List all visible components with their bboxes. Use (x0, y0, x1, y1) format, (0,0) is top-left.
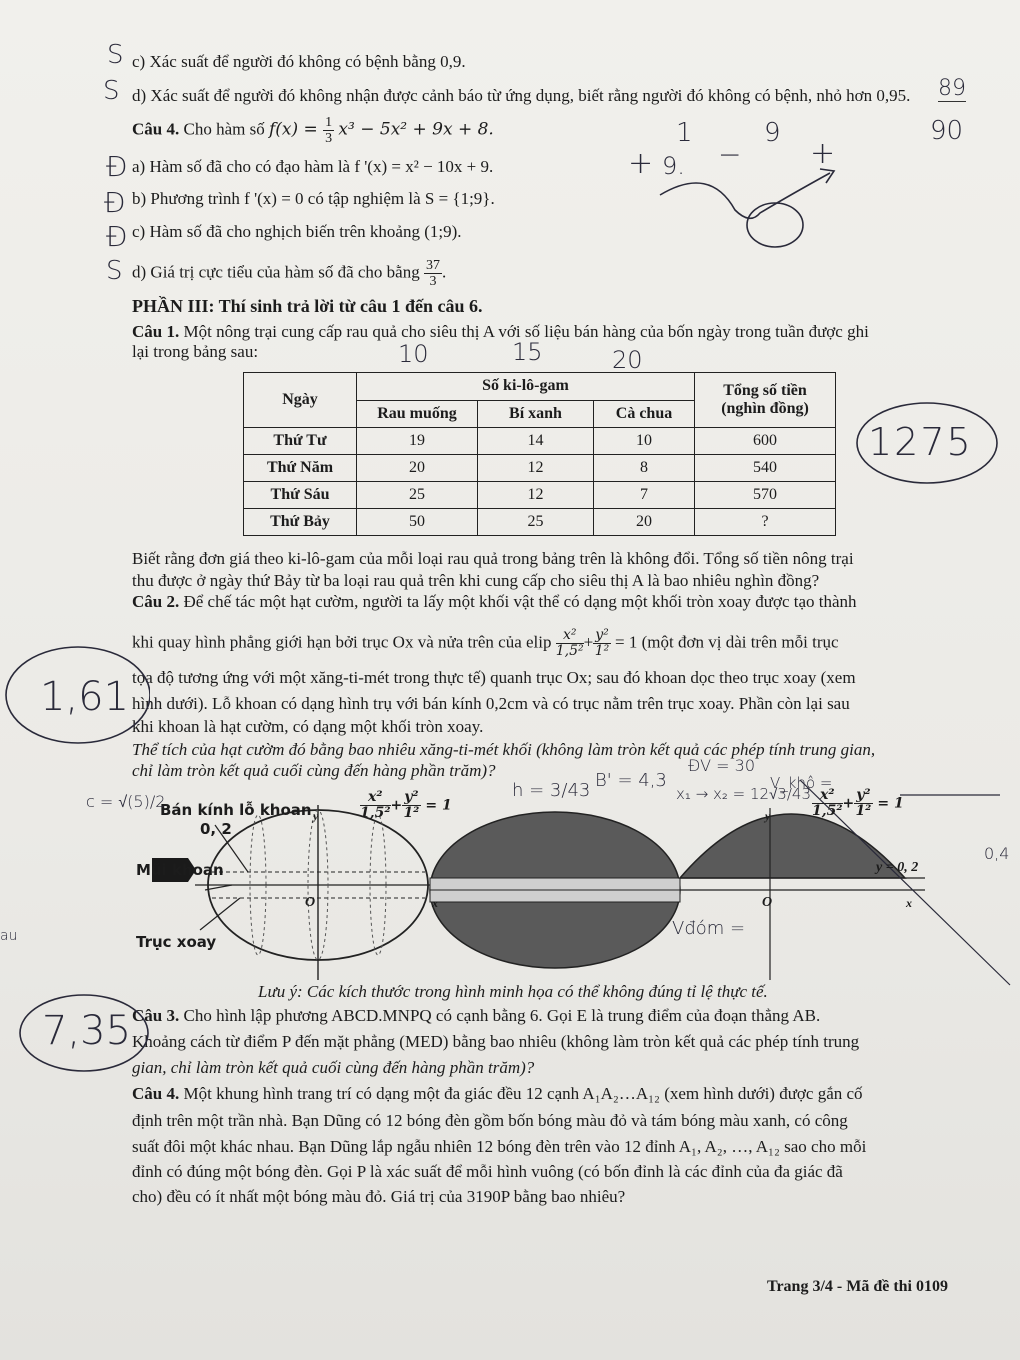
hw-sign-arrows (640, 155, 870, 255)
table-row (244, 509, 836, 536)
fig-eq-r-den1: 1,5² (812, 803, 843, 819)
hw-mark-a1: Đ (106, 150, 128, 183)
hw-89: 89 (938, 76, 966, 101)
fig-eq-r-rhs: = 1 (877, 795, 904, 812)
hw-fig-dv: ĐV = 30 (688, 756, 755, 775)
c1-after2: thu được ở ngày thứ Bảy từ ba loại rau quả trên khi cung cấp cho siêu thị A là bao nhiêu nghìn đồng? (132, 571, 820, 590)
hw-minus: − (718, 138, 742, 171)
fig-hole-label: Bán kính lỗ khoan (160, 801, 312, 819)
hw-side-au: au (0, 928, 18, 944)
c4-line3: suất đôi một khác nhau. Bạn Dũng lắp ngẫu nhiên 12 bóng đèn trên vào 12 đỉnh A₁, A₂, …, A₁₂ sao cho mỗi (132, 1137, 867, 1156)
fig-origin-left: O (305, 895, 316, 910)
fig-axis-y-right: y (765, 809, 771, 823)
q4-func: f(x) = (268, 119, 324, 140)
part3-heading: PHẦN III: Thí sinh trả lời từ câu 1 đến câu 6. (132, 296, 483, 316)
hw-plus2: + (810, 136, 836, 171)
sales-table (243, 372, 836, 536)
q4-d-text: d) Giá trị cực tiểu của hàm số đã cho bằng (132, 262, 420, 282)
c2-line1 (132, 592, 857, 612)
c3-line1 (132, 1006, 820, 1026)
q4-frac-den: 3 (325, 131, 333, 146)
fig-eq-l-num1: x² (360, 790, 391, 806)
q4-d-num: 37 (425, 258, 440, 273)
c1-line1 (132, 322, 869, 342)
fig-axis-label: Trục xoay (136, 933, 217, 951)
fig-eq-r-num1: x² (812, 788, 843, 804)
c2-line6: Thể tích của hạt cườm đó bằng bao nhiêu xăng-ti-mét khối (không làm tròn kết quả các phép tính trung gian, (132, 740, 876, 759)
th-ca: Cà chua (594, 400, 695, 428)
th-kg: Số ki-lô-gam (357, 373, 695, 401)
fig-eq-r-frac2 (854, 788, 872, 819)
cell-a: 19 (357, 428, 478, 455)
cell-day: Thứ Bảy (244, 509, 357, 536)
ellipse-frac-1 (556, 628, 584, 659)
cell-b: 14 (478, 428, 594, 455)
q4-frac-num: 1 (325, 115, 333, 130)
hw-mark-s3: S (106, 256, 123, 286)
table-row (244, 455, 836, 482)
fig-ellipse-eq-left: $\frac{\text{x²}}{\text{1,5²}}$ + $\frac{\text{y²}}{\text{1²}}$ = 1 (360, 789, 452, 821)
hw-mark-s2: S (103, 76, 120, 106)
fig-drill-label: Mũi khoan (136, 861, 224, 879)
c1-after1: Biết rằng đơn giá theo ki-lô-gam của mỗi loại rau quả trong bảng trên là không đổi. Tổng số tiền nông trại (132, 549, 854, 568)
hw-answer-3: 7,35 (42, 1008, 132, 1054)
hw-mark-a3: Đ (106, 220, 128, 253)
c2-label: Câu 2. (132, 592, 180, 611)
cell-t: ? (695, 509, 836, 536)
cell-t: 600 (695, 428, 836, 455)
th-total (695, 373, 836, 428)
cell-a: 20 (357, 455, 478, 482)
fig-hole-value: 0, 2 (200, 820, 232, 838)
ellipse-den-1: 1,5² (555, 643, 584, 659)
c2-line4: hình dưới). Lỗ khoan có dạng hình trụ với bán kính 0,2cm và có trục nằm trên trục xoay. Phần còn lại sau (132, 694, 850, 713)
ellipse-rhs: = 1 (615, 632, 638, 652)
c4-label: Câu 4. (132, 1084, 180, 1103)
cell-day: Thứ Tư (244, 428, 357, 455)
fig-eq-r-frac1 (812, 788, 843, 819)
c2-line1-text: Để chế tác một hạt cườm, người ta lấy một khối vật thể có dạng một khối tròn xoay được tạo thành (183, 592, 857, 611)
hw-fig-h: h = 3/43 (512, 780, 591, 801)
q4-stem (132, 115, 494, 146)
hw-fig-v: V_khô = (770, 774, 833, 792)
fig-eq-l-frac2 (402, 790, 420, 821)
fig-note: Lưu ý: Các kích thước trong hình minh họa có thể không đúng tỉ lệ thực tế. (258, 982, 768, 1001)
fig-eq-l-num2: y² (404, 789, 419, 805)
hw-answer-1: 1275 (868, 420, 973, 464)
q3-option-d: d) Xác suất để người đó không nhận được cảnh báo từ ứng dụng, biết rằng người đó không có bệnh, nhỏ hơn 0,95. (132, 86, 911, 105)
c1-line1-text: Một nông trại cung cấp rau quả cho siêu thị A với số liệu bán hàng của bốn ngày trong tuần được ghi (183, 322, 869, 341)
c4-line5: cho) đều có ít nhất một bóng màu đỏ. Giá trị của 3190P bằng bao nhiêu? (132, 1187, 626, 1206)
hw-20: 20 (612, 346, 643, 374)
cell-a: 25 (357, 482, 478, 509)
fig-axis-x-left: x (432, 896, 438, 910)
fig-origin-right: O (762, 895, 773, 910)
ellipse-den-2: 1² (594, 643, 610, 659)
q4-option-c: c) Hàm số đã cho nghịch biến trên khoảng (1;9). (132, 222, 462, 241)
c1-label: Câu 1. (132, 322, 180, 341)
hw-mark-a2: Đ (104, 186, 126, 219)
c4-line2: định trên một trần nhà. Bạn Dũng có 12 bóng đèn gồm bốn bóng màu đỏ và tám bóng màu xanh, có công (132, 1111, 848, 1130)
fig-eq-l-rhs: = 1 (425, 797, 452, 814)
c4-line4: đỉnh có đúng một bóng đèn. Gọi P là xác suất để mỗi hình vuông (có bốn đỉnh là các đỉnh của đa giác đã (132, 1162, 843, 1181)
hw-10: 10 (398, 340, 429, 368)
q4-label: Câu 4. (132, 119, 180, 139)
fig-eq-l-den1: 1,5² (360, 805, 391, 821)
cell-t: 540 (695, 455, 836, 482)
c4-line1 (132, 1084, 863, 1104)
q4-stem-text: Cho hàm số (183, 119, 265, 139)
th-bi: Bí xanh (478, 400, 594, 428)
fig-ellipse-eq-right: $\frac{\text{x²}}{\text{1,5²}}$ + $\frac{\text{y²}}{\text{1²}}$ = 1 (812, 787, 904, 819)
fig-axis-x-right: x (906, 896, 912, 910)
hw-15: 15 (512, 338, 543, 366)
cell-c: 20 (594, 509, 695, 536)
q4-frac (323, 115, 334, 146)
q4-func-tail: x³ − 5x² + 9x + 8. (338, 119, 494, 140)
hw-plus1: + (628, 146, 654, 181)
fig-axis-y-left: y (313, 809, 319, 823)
table-row (244, 428, 836, 455)
c3-line3: gian, chỉ làm tròn kết quả cuối cùng đến hàng phần trăm)? (132, 1058, 535, 1077)
fig-eq-l-den2: 1² (403, 805, 420, 821)
hw-mark-s1: S (107, 40, 124, 70)
cell-c: 7 (594, 482, 695, 509)
c3-line1-text: Cho hình lập phương ABCD.MNPQ có cạnh bằng 6. Gọi E là trung điểm của đoạn thẳng AB. (183, 1006, 821, 1025)
th-rau: Rau muống (357, 400, 478, 428)
c2-line3: tọa độ tương ứng với một xăng-ti-mét trong thực tế) quanh trục Ox; sau đó khoan dọc theo trục xoay (xem (132, 668, 856, 687)
hw-fig-vdom: Vđóm = (672, 918, 746, 939)
hw-fig-04: 0,4 (984, 844, 1010, 863)
cell-t: 570 (695, 482, 836, 509)
fig-eq-r-num2: y² (856, 787, 871, 803)
hw-fig-x: x₁ → x₂ = 12√3/43 (676, 785, 811, 803)
c4-line1-text: Một khung hình trang trí có dạng một đa giác đều 12 cạnh A₁A₂…A₁₂ (xem hình dưới) được gắn cố (183, 1084, 863, 1103)
hw-answer-2: 1,61 (40, 674, 130, 720)
fig-eq-r-den2: 1² (855, 803, 872, 819)
cell-day: Thứ Năm (244, 455, 357, 482)
c2-line2: khi quay hình phẳng giới hạn bởi trục Ox và nửa trên của elip $\frac{\text{x²}}{\text{1,5²}}$ + $\frac{\text{y²}}{\text{1²}}$ = 1 (một đơn vị dài trên mỗi trục (132, 627, 839, 659)
th-total-2: (nghìn đồng) (721, 400, 809, 417)
fig-y-label: y = 0, 2 (876, 860, 919, 875)
q4-option-a: a) Hàm số đã cho có đạo hàm là f '(x) = x² − 10x + 9. (132, 157, 494, 176)
fig-eq-l-frac1 (360, 790, 391, 821)
c2-line2a: khi quay hình phẳng giới hạn bởi trục Ox và nửa trên của elip (132, 632, 552, 652)
c3-label: Câu 3. (132, 1006, 180, 1025)
hw-fig-b: B' = 4,3 (595, 770, 667, 791)
q3-option-c: c) Xác suất để người đó không có bệnh bằng 0,9. (132, 52, 466, 71)
page-footer: Trang 3/4 - Mã đề thi 0109 (766, 1278, 948, 1295)
cell-b: 12 (478, 482, 594, 509)
q4-d-den: 3 (429, 274, 437, 289)
cell-c: 10 (594, 428, 695, 455)
c2-line2b: (một đơn vị dài trên mỗi trục (641, 632, 839, 652)
c3-line2: Khoảng cách từ điểm P đến mặt phẳng (MED) bằng bao nhiêu (không làm tròn kết quả các phép tính trung (132, 1032, 860, 1051)
hw-9: 9 (764, 118, 781, 148)
th-day: Ngày (244, 373, 357, 428)
table-row (244, 482, 836, 509)
ellipse-frac-2 (593, 628, 611, 659)
ellipse-num-1: x² (556, 628, 584, 644)
hw-fig-c: c = √(5)/2 (86, 792, 166, 811)
th-total-1: Tổng số tiền (723, 382, 807, 399)
hw-9dot: 9. (662, 152, 685, 180)
cell-a: 50 (357, 509, 478, 536)
c2-line7: chỉ làm tròn kết quả cuối cùng đến hàng phần trăm)? (132, 761, 496, 780)
cell-day: Thứ Sáu (244, 482, 357, 509)
hw-1: 1 (676, 118, 693, 148)
q4-d-frac (424, 258, 442, 289)
c1-line2: lại trong bảng sau: (132, 342, 259, 361)
ellipse-num-2: y² (595, 627, 609, 643)
cell-b: 25 (478, 509, 594, 536)
hw-90: 90 (930, 116, 964, 146)
cell-b: 12 (478, 455, 594, 482)
q4-option-d: d) Giá trị cực tiểu của hàm số đã cho bằng $\frac{37}{3}$ . (132, 258, 447, 289)
c2-line5: khi khoan là hạt cườm, có dạng một khối tròn xoay. (132, 717, 484, 736)
cell-c: 8 (594, 455, 695, 482)
q4-option-b: b) Phương trình f '(x) = 0 có tập nghiệm là S = {1;9}. (132, 189, 495, 208)
